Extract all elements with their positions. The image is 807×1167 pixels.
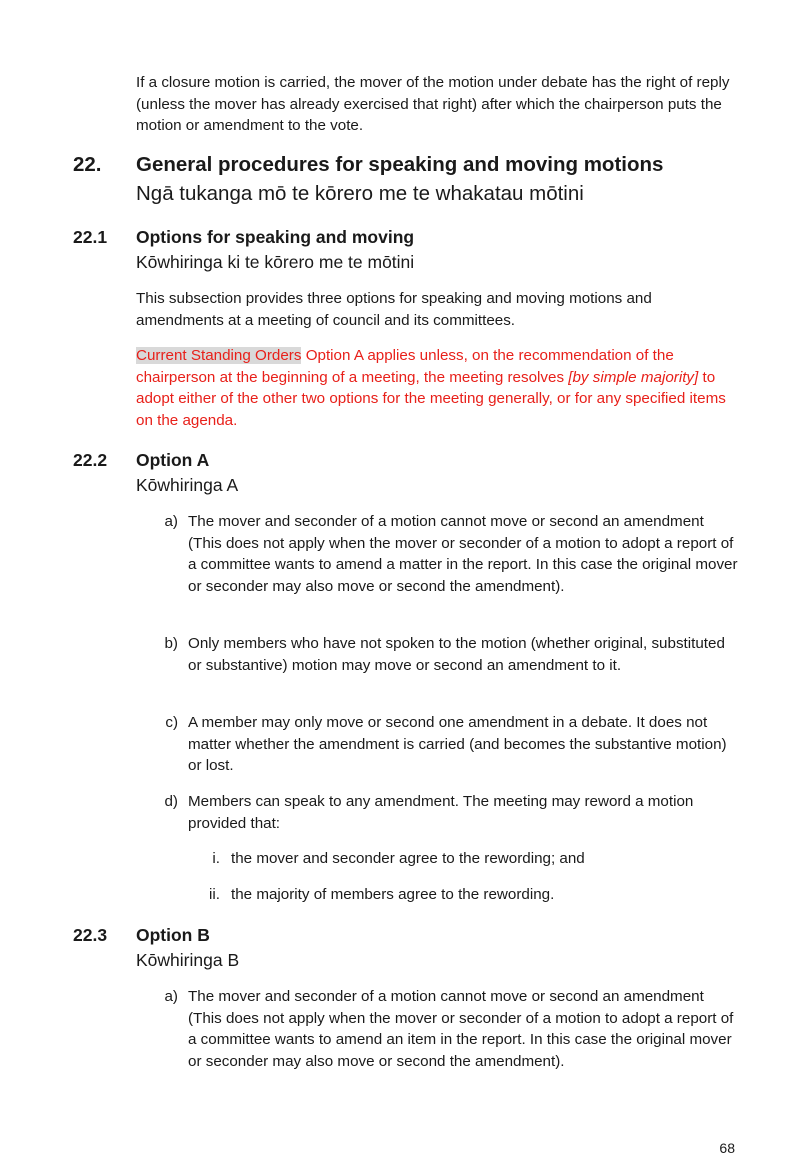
list-item-text: Members can speak to any amendment. The meeting may reword a motion provided that:	[188, 793, 694, 832]
sublist-item-label: i.	[212, 850, 220, 867]
list-item-label: a)	[164, 513, 178, 530]
section-22-subtitle: Ngā tukanga mō te kōrero me te whakatau mōtini	[136, 182, 584, 205]
section-22-3-subtitle: Kōwhiringa B	[136, 950, 240, 970]
section-22-title: General procedures for speaking and moving motions	[136, 153, 664, 176]
note-italic: [by simple majority]	[568, 368, 699, 386]
list-item-text: A member may only move or second one amendment in a debate. It does not matter whether the amendment is carried (and becomes the substantive motion) or lost.	[188, 714, 727, 774]
section-22-1-number: 22.1	[73, 227, 108, 247]
sublist-item-text: the mover and seconder agree to the rewording; and	[231, 850, 585, 867]
section-22-2-subtitle: Kōwhiringa A	[136, 475, 239, 495]
list-item-label: b)	[164, 635, 178, 652]
note-text-2: to adopt either of the other two options for the meeting generally, or for any specified items on the agenda.	[136, 368, 726, 429]
section-22-3-title: Option B	[136, 925, 210, 945]
section-22-1-title: Options for speaking and moving	[136, 227, 415, 247]
note-highlight: Current Standing Orders	[136, 347, 302, 364]
sublist-item-text: the majority of members agree to the rewording.	[231, 886, 555, 903]
list-item-text: The mover and seconder of a motion cannot move or second an amendment (This does not apply when the mover or seconder of a motion to adopt a report of a committee wants to amend an item in the report. In this case the original mover or seconder may also move or second the amendment).	[188, 988, 734, 1070]
list-item-label: c)	[165, 714, 178, 731]
section-22-2-title: Option A	[136, 450, 210, 470]
list-item-label: a)	[164, 988, 178, 1005]
section-22-1-body: This subsection provides three options for speaking and moving motions and amendments at a meeting of council and its committees.	[136, 290, 652, 329]
standing-orders-note	[136, 345, 736, 431]
list-item-label: d)	[164, 793, 178, 810]
section-22-number: 22.	[73, 153, 102, 176]
page-number: 68	[719, 1140, 735, 1156]
intro-paragraph: If a closure motion is carried, the mover of the motion under debate has the right of reply (unless the mover has already exercised that right) after which the chairperson puts the motion or amendment to the vote.	[136, 74, 730, 134]
section-22-3-number: 22.3	[73, 925, 108, 945]
section-22-2-number: 22.2	[73, 450, 108, 470]
sublist-item-label: ii.	[209, 886, 220, 903]
note-text-1: Option A applies unless, on the recommendation of the chairperson at the beginning of a meeting, the meeting resolves	[136, 347, 674, 386]
list-item-text: Only members who have not spoken to the motion (whether original, substituted or substantive) motion may move or second an amendment to it.	[188, 635, 725, 674]
section-22-1-subtitle: Kōwhiringa ki te kōrero me te mōtini	[136, 252, 415, 272]
list-item-text: The mover and seconder of a motion cannot move or second an amendment (This does not apply when the mover or seconder of a motion to adopt a report of a committee wants to amend a matter in the report. In this case the original mover or seconder may also move or second the amendment).	[188, 513, 738, 595]
